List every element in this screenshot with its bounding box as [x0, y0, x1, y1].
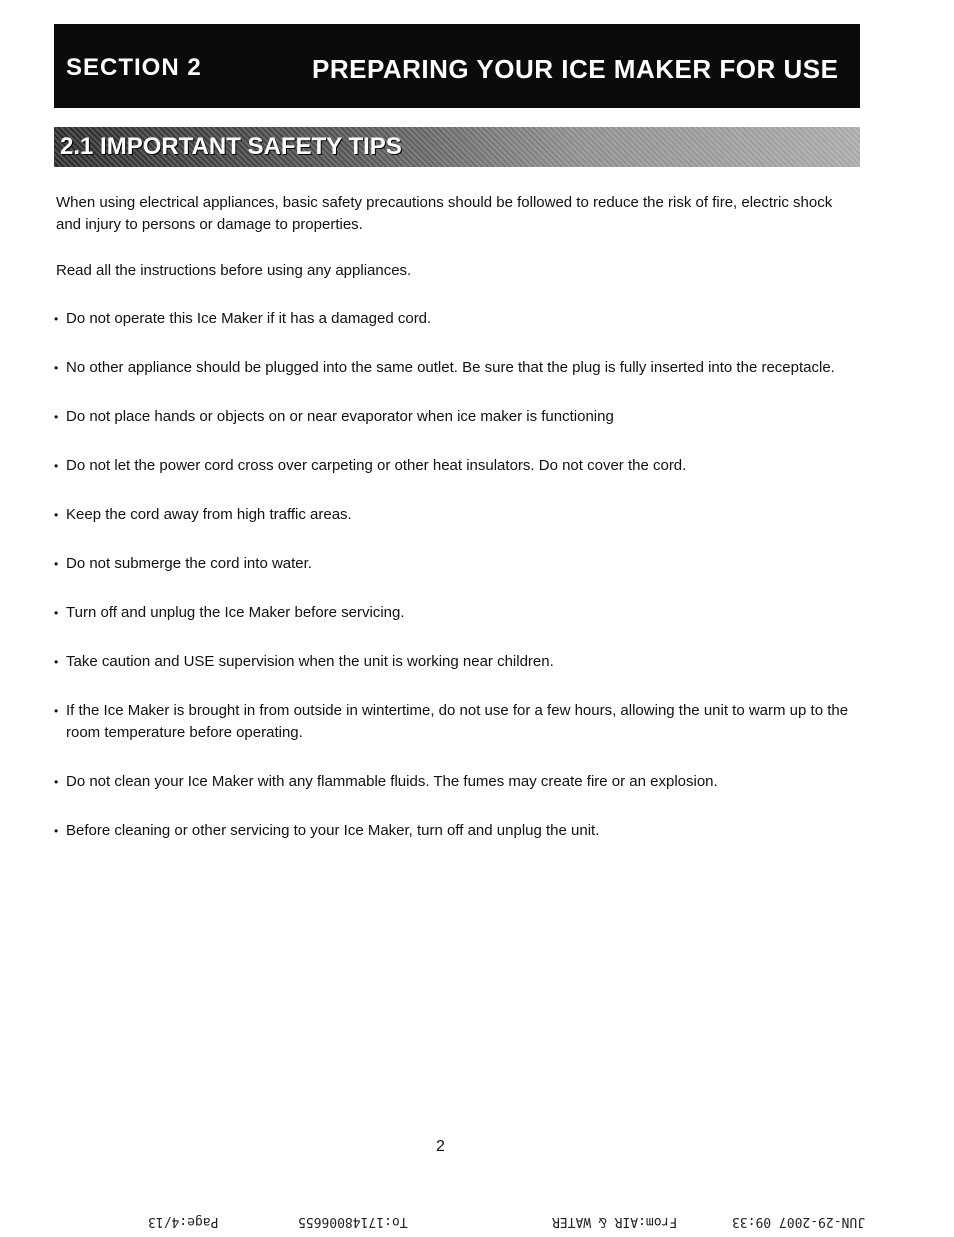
section-title: PREPARING YOUR ICE MAKER FOR USE: [312, 54, 839, 84]
list-item: • Do not place hands or objects on or near evaporator when ice maker is functioning: [56, 406, 856, 428]
subsection-header-bar: [54, 127, 860, 167]
list-item: • Before cleaning or other servicing to your Ice Maker, turn off and unplug the unit.: [56, 820, 856, 842]
list-item: • Do not submerge the cord into water.: [56, 553, 856, 575]
list-item: • Do not let the power cord cross over carpeting or other heat insulators. Do not cover the cord.: [56, 455, 856, 477]
fax-sender: From:AIR & WATER: [552, 1214, 678, 1229]
fax-transmission-header: [0, 1214, 954, 1234]
subsection-title: 2.1 IMPORTANT SAFETY TIPS: [60, 133, 402, 160]
intro-paragraph: When using electrical appliances, basic safety precautions should be followed to reduce the risk of fire, electric shock and injury to persons or damage to properties.: [56, 194, 833, 233]
list-item: • Do not clean your Ice Maker with any flammable fluids. The fumes may create fire or an explosion.: [56, 771, 856, 793]
list-item: • Turn off and unplug the Ice Maker before servicing.: [56, 602, 856, 624]
list-item: • If the Ice Maker is brought in from outside in wintertime, do not use for a few hours, allowing the unit to warm up to the room temperature before operating.: [56, 700, 856, 744]
list-item: • Do not operate this Ice Maker if it has a damaged cord.: [56, 308, 856, 330]
safety-tips-list: [56, 308, 856, 842]
fax-timestamp: JUN-29-2007 09:33: [732, 1214, 866, 1229]
fax-recipient: To:17148006655: [298, 1214, 408, 1229]
list-item: • Keep the cord away from high traffic areas.: [56, 504, 856, 526]
fax-page-count: Page:4/13: [148, 1214, 219, 1229]
section-number: SECTION 2: [66, 54, 202, 81]
instructions-note: Read all the instructions before using any appliances.: [56, 262, 412, 279]
section-header-bar: [54, 24, 860, 108]
list-item: • No other appliance should be plugged into the same outlet. Be sure that the plug is fully inserted into the receptacle.: [56, 357, 856, 379]
list-item: • Take caution and USE supervision when the unit is working near children.: [56, 651, 856, 673]
page-number: 2: [436, 1138, 445, 1155]
document-body: [56, 192, 856, 869]
